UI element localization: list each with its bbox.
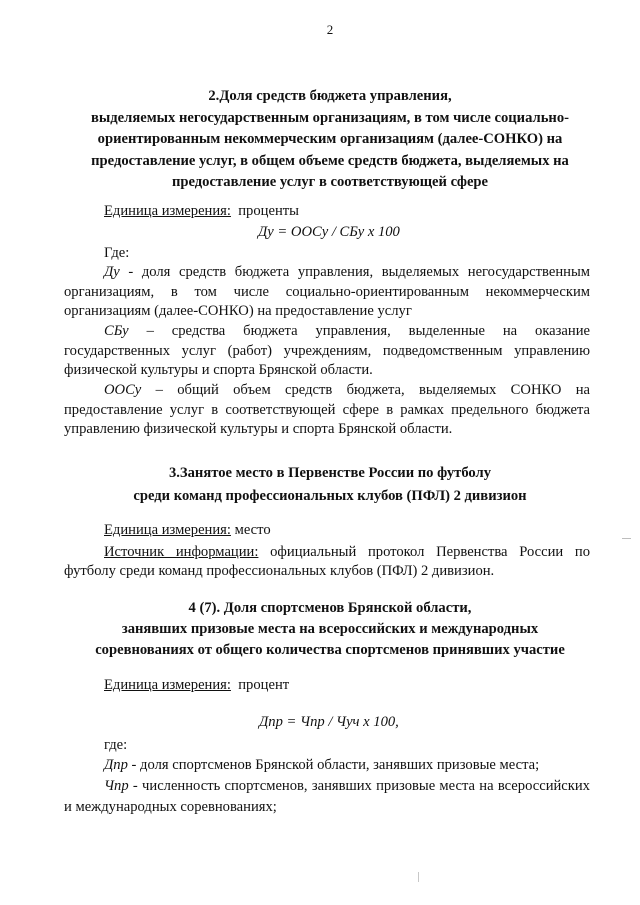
unit-value: место: [234, 522, 271, 538]
heading-line: ориентированным некоммерческим организациям (далее-СОНКО) на: [97, 131, 563, 147]
heading-line: 4 (7). Доля спортсменов Брянской области,: [188, 600, 472, 616]
heading-line: соревнованиях от общего количества спортсменов принявших участие: [95, 642, 565, 658]
source-line: [104, 544, 590, 561]
scan-mark: [622, 538, 631, 539]
heading-line: среди команд профессиональных клубов (ПФЛ) 2 дивизион: [133, 487, 527, 504]
unit-line: [104, 677, 289, 694]
definition-continuation: организациям, в том числе социально-ориентированным некоммерческим: [64, 284, 590, 300]
heading-line: выделяемых негосударственным организациям, в том числе социально-: [91, 109, 569, 126]
definition-oosu: ООСу – общий объем средств бюджета, выделяемых СОНКО на: [104, 382, 590, 398]
definition-continuation: организациям (далее-СОНКО) на предоставление услуг: [64, 303, 412, 319]
unit-value: процент: [238, 677, 290, 693]
definition-du: Ду - доля средств бюджета управления, выделяемых негосударственным: [104, 264, 590, 280]
definition-term: Чпр: [104, 778, 129, 794]
section-3-heading: [70, 462, 590, 507]
formula: Ду = ООСу / СБу х 100: [258, 224, 400, 240]
source-label: Источник информации:: [104, 544, 259, 560]
source-value: официальный протокол Первенства России по: [270, 544, 590, 560]
unit-line: [104, 522, 271, 539]
where-label: где:: [104, 737, 128, 753]
heading-line: 3.Занятое место в Первенстве России по футболу: [168, 465, 492, 481]
definition-term: Ду: [104, 264, 120, 280]
formula: Дпр = Чпр / Чуч х 100,: [259, 714, 399, 730]
heading-line: предоставление услуг, в общем объеме средств бюджета, выделяемых на: [91, 152, 569, 169]
unit-line: [104, 203, 299, 220]
definition-sbu: СБу – средства бюджета управления, выделенные на оказание: [104, 323, 591, 339]
definition-term: Дпр: [104, 757, 128, 773]
source-continuation: футболу среди команд профессиональных клубов (ПФЛ) 2 дивизион.: [64, 563, 495, 579]
section-2-heading: [70, 86, 590, 194]
unit-label: Единица измерения:: [104, 522, 231, 538]
definition-term: СБу: [104, 323, 129, 339]
heading-line: 2.Доля средств бюджета управления,: [208, 88, 452, 104]
definition-continuation: и международных соревнованиях;: [64, 799, 277, 815]
heading-line: занявших призовые места на всероссийских и международных: [121, 621, 539, 637]
definition-dpr: Дпр - доля спортсменов Брянской области, занявших призовые места;: [104, 757, 540, 773]
page-number: 2: [326, 22, 334, 37]
scan-mark: [418, 872, 419, 882]
definition-chpr: Чпр - численность спортсменов, занявших призовые места на всероссийских: [104, 778, 590, 794]
definition-continuation: государственных услуг (работ) учреждениям, подведомственным управлению: [64, 343, 590, 359]
definition-continuation: управлению физической культуры и спорта Брянской области.: [64, 421, 453, 437]
unit-value: проценты: [238, 203, 299, 219]
heading-line: предоставление услуг в соответствующей сфере: [171, 174, 489, 190]
definition-continuation: предоставление услуг в соответствующей сфере в рамках предельного бюджета: [64, 402, 590, 418]
where-label: Где:: [104, 245, 130, 261]
section-4-heading: [60, 598, 600, 661]
unit-label: Единица измерения:: [104, 203, 231, 219]
definition-continuation: физической культуры и спорта Брянской области.: [64, 362, 373, 378]
unit-label: Единица измерения:: [104, 677, 231, 693]
definition-term: ООСу: [104, 382, 142, 398]
